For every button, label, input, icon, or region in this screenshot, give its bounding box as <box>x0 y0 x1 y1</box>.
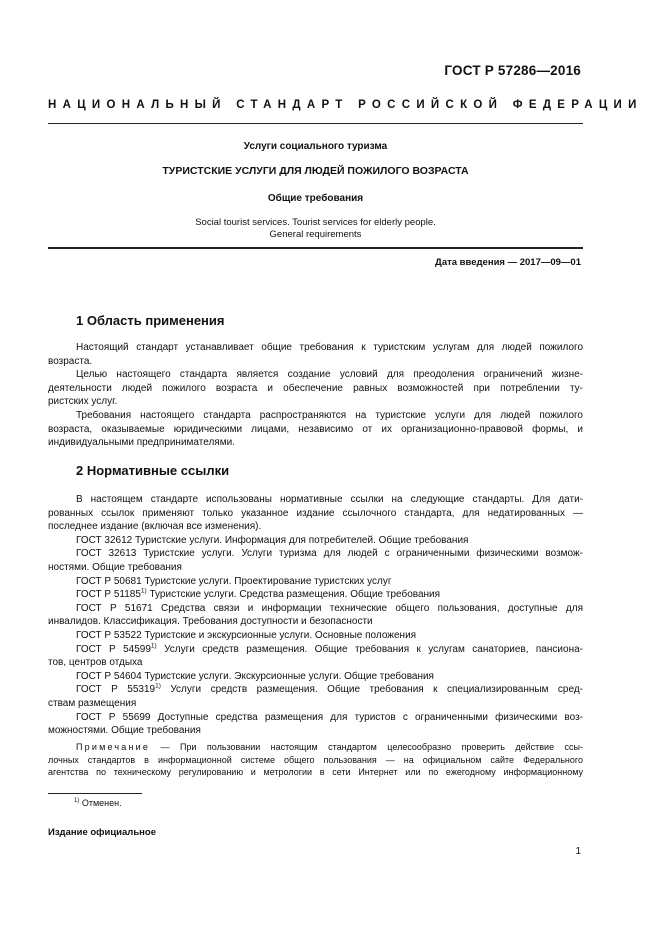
footnote <box>74 798 122 808</box>
reference-item-continued: инвалидов. Классификация. Требования доступности и безопасности <box>48 616 373 628</box>
reference-item: ГОСТ Р 50681 Туристские услуги. Проектирование туристских услуг <box>76 575 392 587</box>
section-2-text <box>48 493 583 738</box>
note-block <box>48 741 583 779</box>
reference-title: Услуги средств размещения. Общие требования к услугам санаториев, пансиона- <box>156 643 583 655</box>
reference-title: Туристские услуги. Средства размещения. Общие требования <box>146 589 441 601</box>
subtitle: Общие требования <box>267 193 364 204</box>
text-line: возраста. <box>48 355 93 367</box>
text-line: деятельности людей пожилого возраста и обеспечение равных возможностей при потреблении ту- <box>48 382 583 394</box>
title-divider <box>48 247 583 249</box>
note-line: агентства по техническому регулированию и метрологии в сети Интернет или по ежегодному информационному <box>48 767 583 777</box>
text-line: В настоящем стандарте использованы нормативные ссылки на следующие стандарты. Для дати- <box>76 494 583 505</box>
footnote-marker: 1) <box>140 587 147 595</box>
page-number: 1 <box>575 846 581 857</box>
footnote-divider <box>48 793 142 794</box>
top-divider <box>48 123 583 124</box>
english-title-line-2: General requirements <box>269 229 362 240</box>
footnote-marker: 1) <box>74 798 80 804</box>
reference-item-continued: ствам размещения <box>48 697 137 709</box>
note-line <box>48 741 583 754</box>
reference-title: Услуги средств размещения. Общие требования к специализированным сред- <box>160 684 584 696</box>
reference-item: ГОСТ 32612 Туристские услуги. Информация для потребителей. Общие требования <box>76 534 469 546</box>
text-line: ристских услуг. <box>48 396 118 408</box>
reference-item: ГОСТ Р 55699 Доступные средства размещения для туристов с ограниченными физическими воз- <box>76 711 583 723</box>
reference-item: ГОСТ Р 54604 Туристские услуги. Экскурсионные услуги. Общие требования <box>76 670 434 682</box>
note-line: лочных стандартов в информационной системе общего пользования — на официальном сайте Федерального <box>48 754 583 765</box>
text-line: Требования настоящего стандарта распространяются на туристские услуги для людей пожилого <box>76 409 583 421</box>
edition-label: Издание официальное <box>48 827 156 838</box>
text-line: последнее издание (включая все изменения). <box>48 521 262 533</box>
reference-item <box>48 643 583 657</box>
reference-code: ГОСТ Р 55319 <box>76 684 156 696</box>
reference-item <box>48 588 583 602</box>
main-title: ТУРИСТСКИЕ УСЛУГИ ДЛЯ ЛЮДЕЙ ПОЖИЛОГО ВОЗРАСТА <box>162 165 469 177</box>
text-line: Целью настоящего стандарта является создание условий для преодоления ограничений жизне- <box>76 369 583 381</box>
english-title-line-1: Social tourist services. Tourist services for elderly people. <box>195 217 436 228</box>
section-1-title: 1 Область применения <box>76 313 225 328</box>
section-1-text <box>48 341 583 450</box>
footnote-marker: 1) <box>150 642 157 650</box>
reference-item: ГОСТ Р 53522 Туристские и экскурсионные услуги. Основные положения <box>76 629 417 641</box>
text-line: возраста, оказываемые юридическими лицами, независимо от их организационно-правовой формы, и <box>48 423 583 435</box>
reference-item-continued: можностями. Общие требования <box>48 725 201 737</box>
footnote-text: Отменен. <box>79 798 122 808</box>
english-title <box>48 217 583 241</box>
text-line: индивидуальными предпринимателями. <box>48 437 235 449</box>
reference-code: ГОСТ Р 54599 <box>76 643 151 655</box>
reference-item: ГОСТ 32613 Туристские услуги. Услуги туризма для людей с ограниченными физическими возмож- <box>76 548 583 560</box>
series-title: Услуги социального туризма <box>243 141 388 152</box>
reference-item-continued: ностями. Общие требования <box>48 561 182 573</box>
national-standard-heading: НАЦИОНАЛЬНЫЙ СТАНДАРТ РОССИЙСКОЙ ФЕДЕРАЦИИ <box>48 99 643 111</box>
footnote-marker: 1) <box>155 682 161 690</box>
reference-item <box>48 683 583 697</box>
reference-item: ГОСТ Р 51671 Средства связи и информации технические общего пользования, доступные для <box>76 602 583 614</box>
document-number: ГОСТ Р 57286—2016 <box>444 63 581 78</box>
section-2-title: 2 Нормативные ссылки <box>76 463 230 478</box>
reference-item-continued: тов, центров отдыха <box>48 657 143 669</box>
note-text: — При пользовании настоящим стандартом целесообразно проверить действие ссы- <box>150 742 583 752</box>
text-line: рованных ссылок применяют только указанное издание ссылочного стандарта, для недатированных — <box>48 507 583 519</box>
note-label: Примечание <box>76 742 151 752</box>
introduction-date: Дата введения — 2017—09—01 <box>435 257 581 268</box>
text-line: Настоящий стандарт устанавливает общие требования к туристским услугам для людей пожилого <box>76 342 583 353</box>
reference-code: ГОСТ Р 51185 <box>76 589 141 601</box>
